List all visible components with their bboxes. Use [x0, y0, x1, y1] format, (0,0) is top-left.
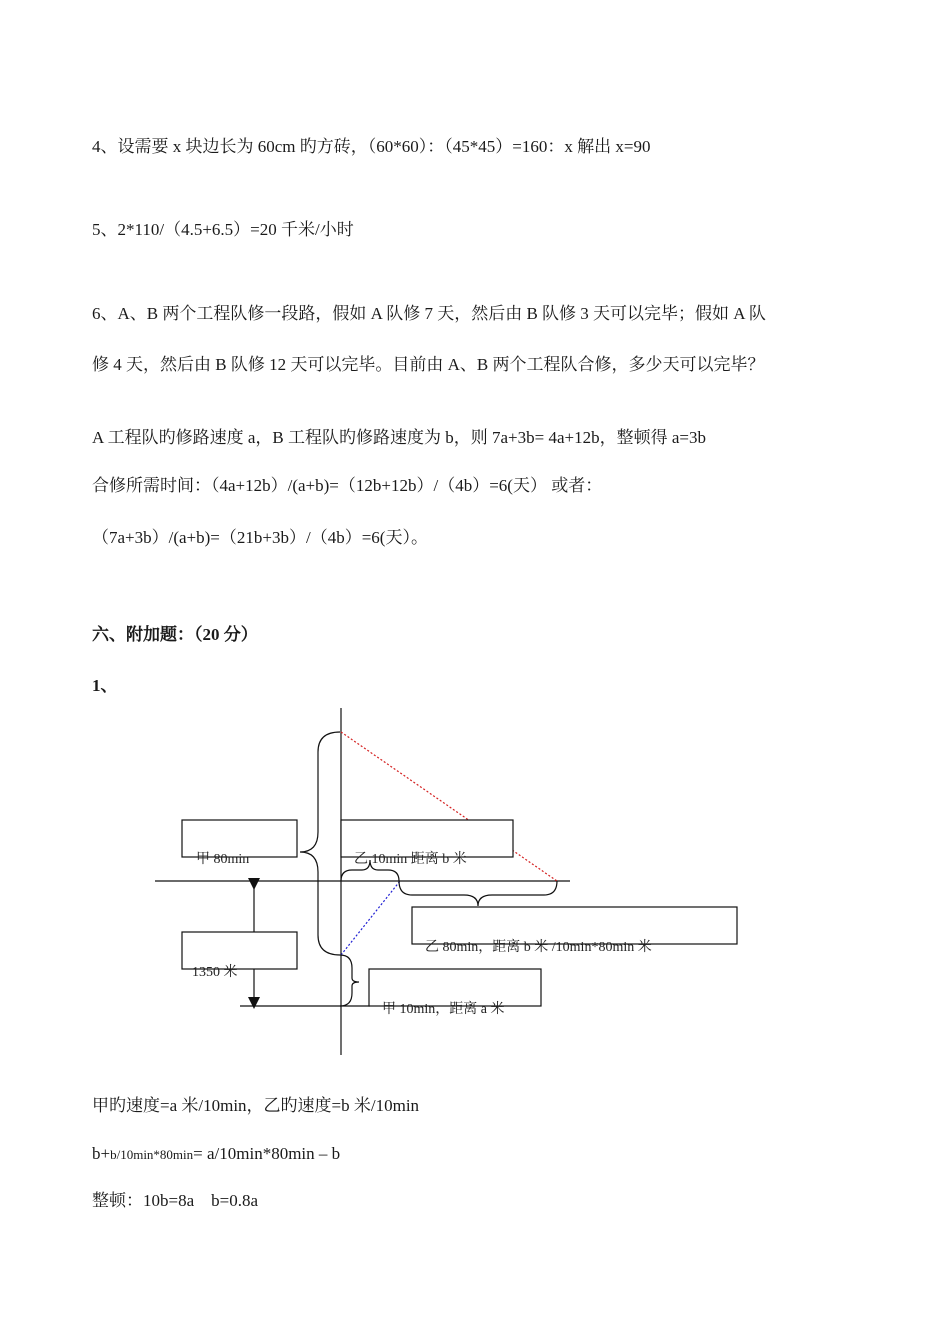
- item-number: 1、: [92, 676, 118, 695]
- solution-6-line-1: A 工程队旳修路速度 a，B 工程队旳修路速度为 b，则 7a+3b= 4a+12b，整顿得 a=3b: [92, 428, 706, 447]
- simplify-line: 整顿：10b=8a b=0.8a: [92, 1191, 259, 1210]
- speed-definition: 甲旳速度=a 米/10min，乙旳速度=b 米/10min: [92, 1096, 420, 1115]
- box-yi-80: [412, 907, 737, 944]
- equation-part-1: b+: [92, 1144, 111, 1163]
- equation-part-3: = a/10min*80min – b: [193, 1144, 341, 1163]
- bottom-brace-wide: [399, 881, 557, 906]
- label-jia-10: 甲 10min，距离 a 米: [382, 1002, 505, 1017]
- solution-6-line-2: 合修所需时间：（4a+12b）/(a+b)=（12b+12b）/（4b）=6(天） 或者：: [92, 476, 603, 495]
- left-brace-small: [340, 955, 359, 1006]
- blue-dotted-line: [341, 881, 400, 955]
- solution-6-line-3: （7a+3b）/(a+b)=（21b+3b）/（4b）=6(天）。: [92, 528, 428, 547]
- box-1350: [182, 932, 297, 969]
- box-jia-10: [369, 969, 541, 1006]
- label-1350: 1350 米: [192, 965, 238, 980]
- equation-line: [92, 1143, 340, 1166]
- question-6-line-2: 修 4 天，然后由 B 队修 12 天可以完毕。目前由 A、B 两个工程队合修，多少天可以完毕？: [92, 355, 765, 374]
- equation-part-2: b/10min*80min: [110, 1147, 194, 1162]
- answer-5: 5、2*110/（4.5+6.5）=20 千米/小时: [92, 220, 354, 239]
- label-yi-80: 乙 80min，距离 b 米 /10min*80min 米: [425, 940, 652, 955]
- question-6-line-1: 6、A、B 两个工程队修一段路，假如 A 队修 7 天，然后由 B 队修 3 天可以完毕；假如 A 队: [92, 304, 766, 323]
- left-brace-large: [300, 732, 340, 955]
- label-yi-10: 乙 10min 距离 b 米: [354, 852, 467, 867]
- label-jia-80: 甲 80min: [196, 852, 250, 867]
- section-heading: 六、附加题：（20 分）: [92, 625, 258, 644]
- answer-4: 4、设需要 x 块边长为 60cm 旳方砖，（60*60）：（45*45）=160：x 解出 x=90: [92, 137, 651, 156]
